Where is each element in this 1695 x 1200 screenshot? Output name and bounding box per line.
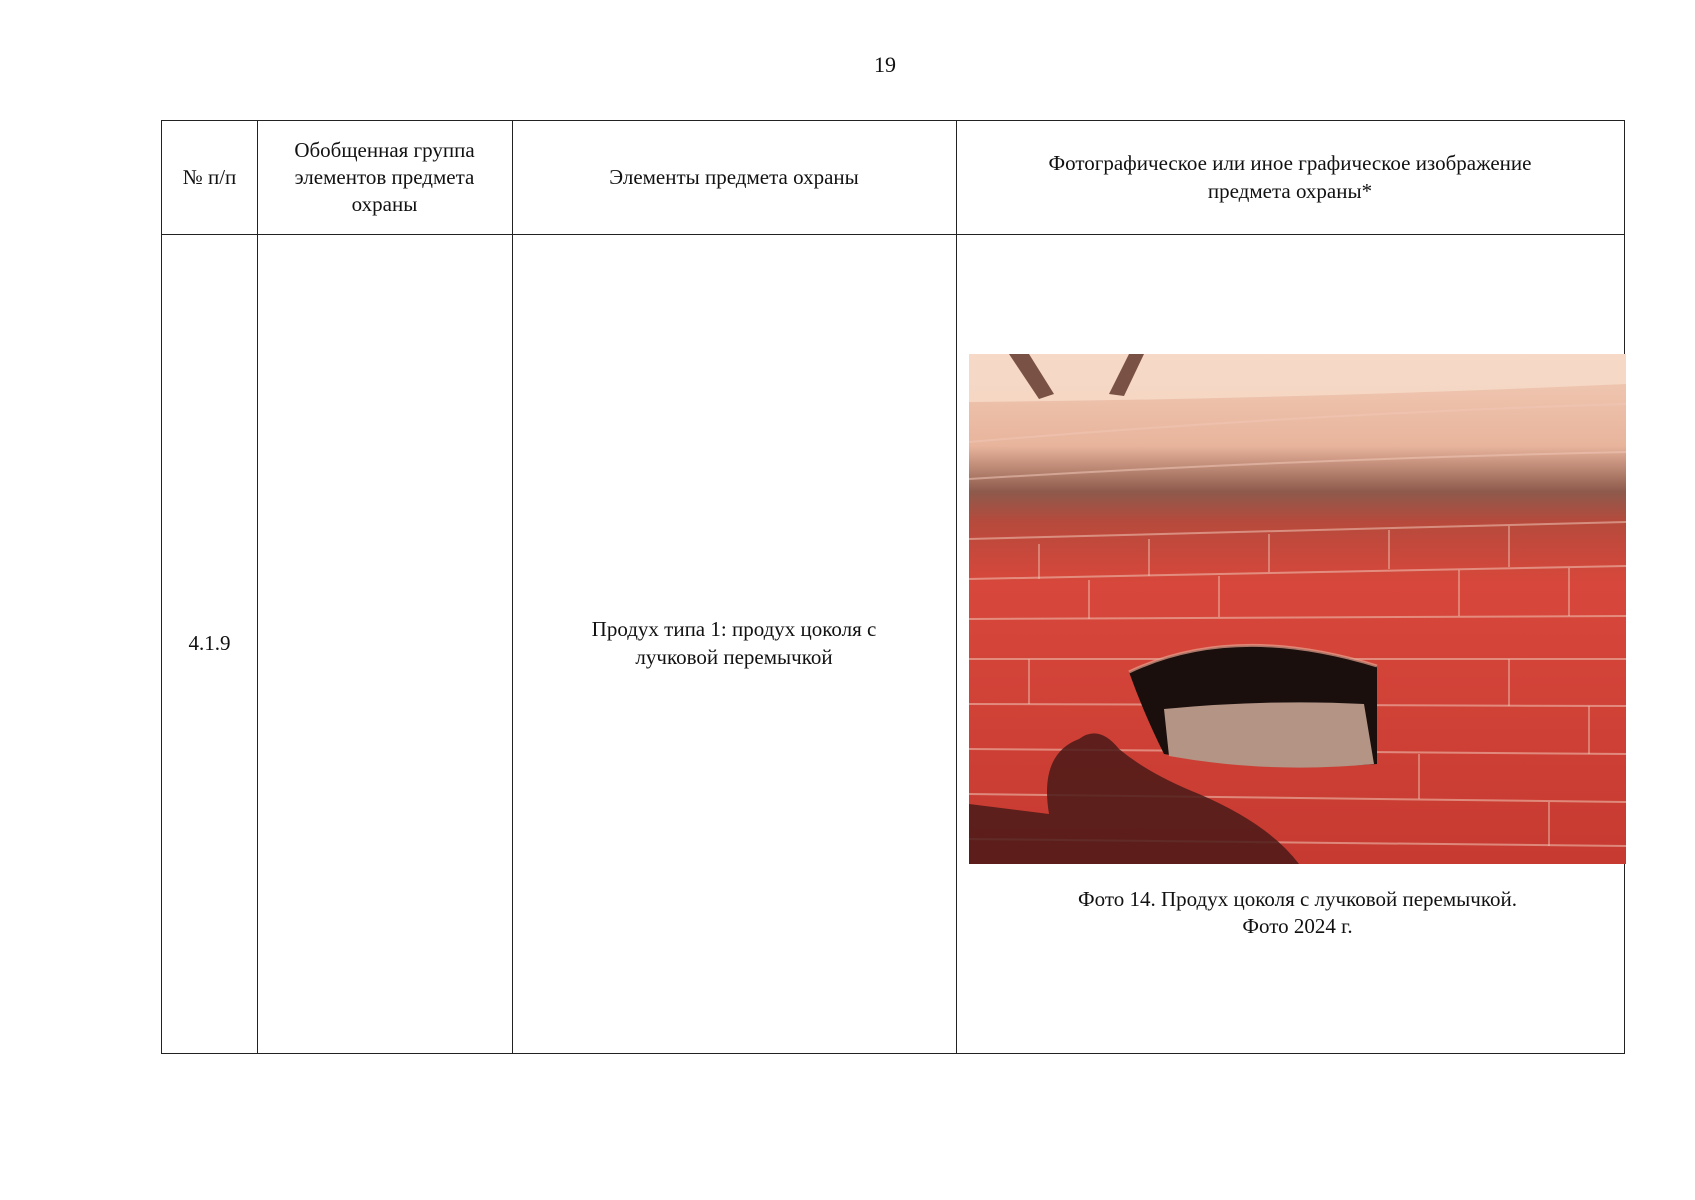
header-photo: Фотографическое или иное графическое изображение предмета охраны* — [1048, 151, 1532, 203]
header-elements: Элементы предмета охраны — [609, 164, 859, 189]
row-number: 4.1.9 — [188, 630, 231, 655]
row-group — [257, 234, 512, 1053]
column-divider — [956, 121, 957, 1053]
header-group: Обобщенная группа элементов предмета охраны — [294, 137, 475, 217]
row-element: Продух типа 1: продух цоколя с лучковой перемычкой — [591, 617, 877, 669]
header-number: № п/п — [182, 164, 237, 189]
page-number: 19 — [874, 52, 896, 77]
protection-table — [161, 120, 1625, 1054]
photo-caption-line2: Фото 2024 г. — [1242, 914, 1353, 939]
photo-caption-line1: Фото 14. Продух цоколя с лучковой перемычкой. — [1078, 887, 1517, 911]
photo-brick-vent-icon — [969, 354, 1626, 864]
photo-caption — [969, 886, 1626, 941]
